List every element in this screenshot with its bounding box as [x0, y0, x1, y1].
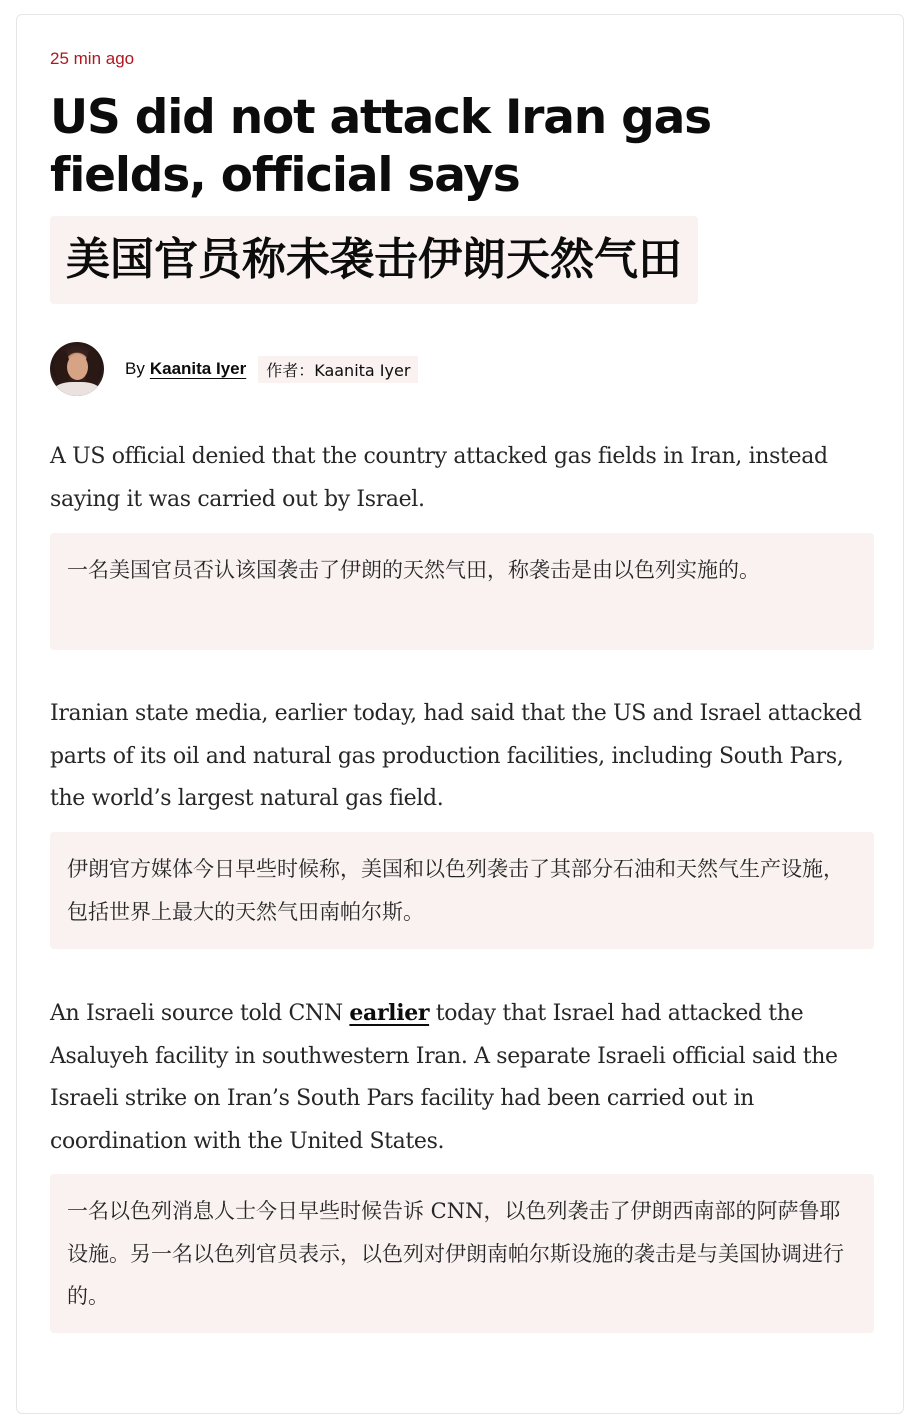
paragraph-3-text-after: today that Israel had attacked the Asaluyeh facility in southwestern Iran. A separate Israeli official said the Israeli strike on Iran’s South Pars facility had been carried out in coordination with the United States.: [50, 1001, 838, 1155]
paragraph-1: A US official denied that the country attacked gas fields in Iran, instead saying it was carried out by Israel.: [50, 444, 828, 512]
author-link[interactable]: Kaanita Iyer: [149, 359, 247, 378]
paragraph-3: [50, 992, 874, 1164]
paragraph-1-translation: 一名美国官员否认该国袭击了伊朗的天然气田，称袭击是由以色列实施的。: [50, 533, 874, 650]
author-translation: 作者：Kaanita Iyer: [258, 356, 418, 383]
post-headline-translation: 美国官员称未袭击伊朗天然气田: [50, 216, 698, 304]
live-post-card: [16, 14, 904, 1414]
paragraph-3-text-before: An Israeli source told CNN: [50, 1001, 343, 1026]
author-avatar[interactable]: [50, 342, 104, 396]
byline: [50, 342, 418, 396]
paragraph-2: Iranian state media, earlier today, had said that the US and Israel attacked parts of its oil and natural gas production facilities, including South Pars, the world’s largest natural gas field.: [50, 701, 862, 812]
post-headline: US did not attack Iran gas fields, official says: [50, 90, 711, 203]
paragraph-2-translation: 伊朗官方媒体今日早些时候称，美国和以色列袭击了其部分石油和天然气生产设施，包括世界上最大的天然气田南帕尔斯。: [50, 832, 874, 949]
by-label: By: [125, 359, 145, 378]
earlier-link[interactable]: earlier: [349, 1000, 430, 1026]
paragraph-3-translation: 一名以色列消息人士今日早些时候告诉 CNN，以色列袭击了伊朗西南部的阿萨鲁耶设施。另一名以色列官员表示，以色列对伊朗南帕尔斯设施的袭击是与美国协调进行的。: [50, 1174, 874, 1333]
post-timestamp: 25 min ago: [50, 49, 135, 68]
